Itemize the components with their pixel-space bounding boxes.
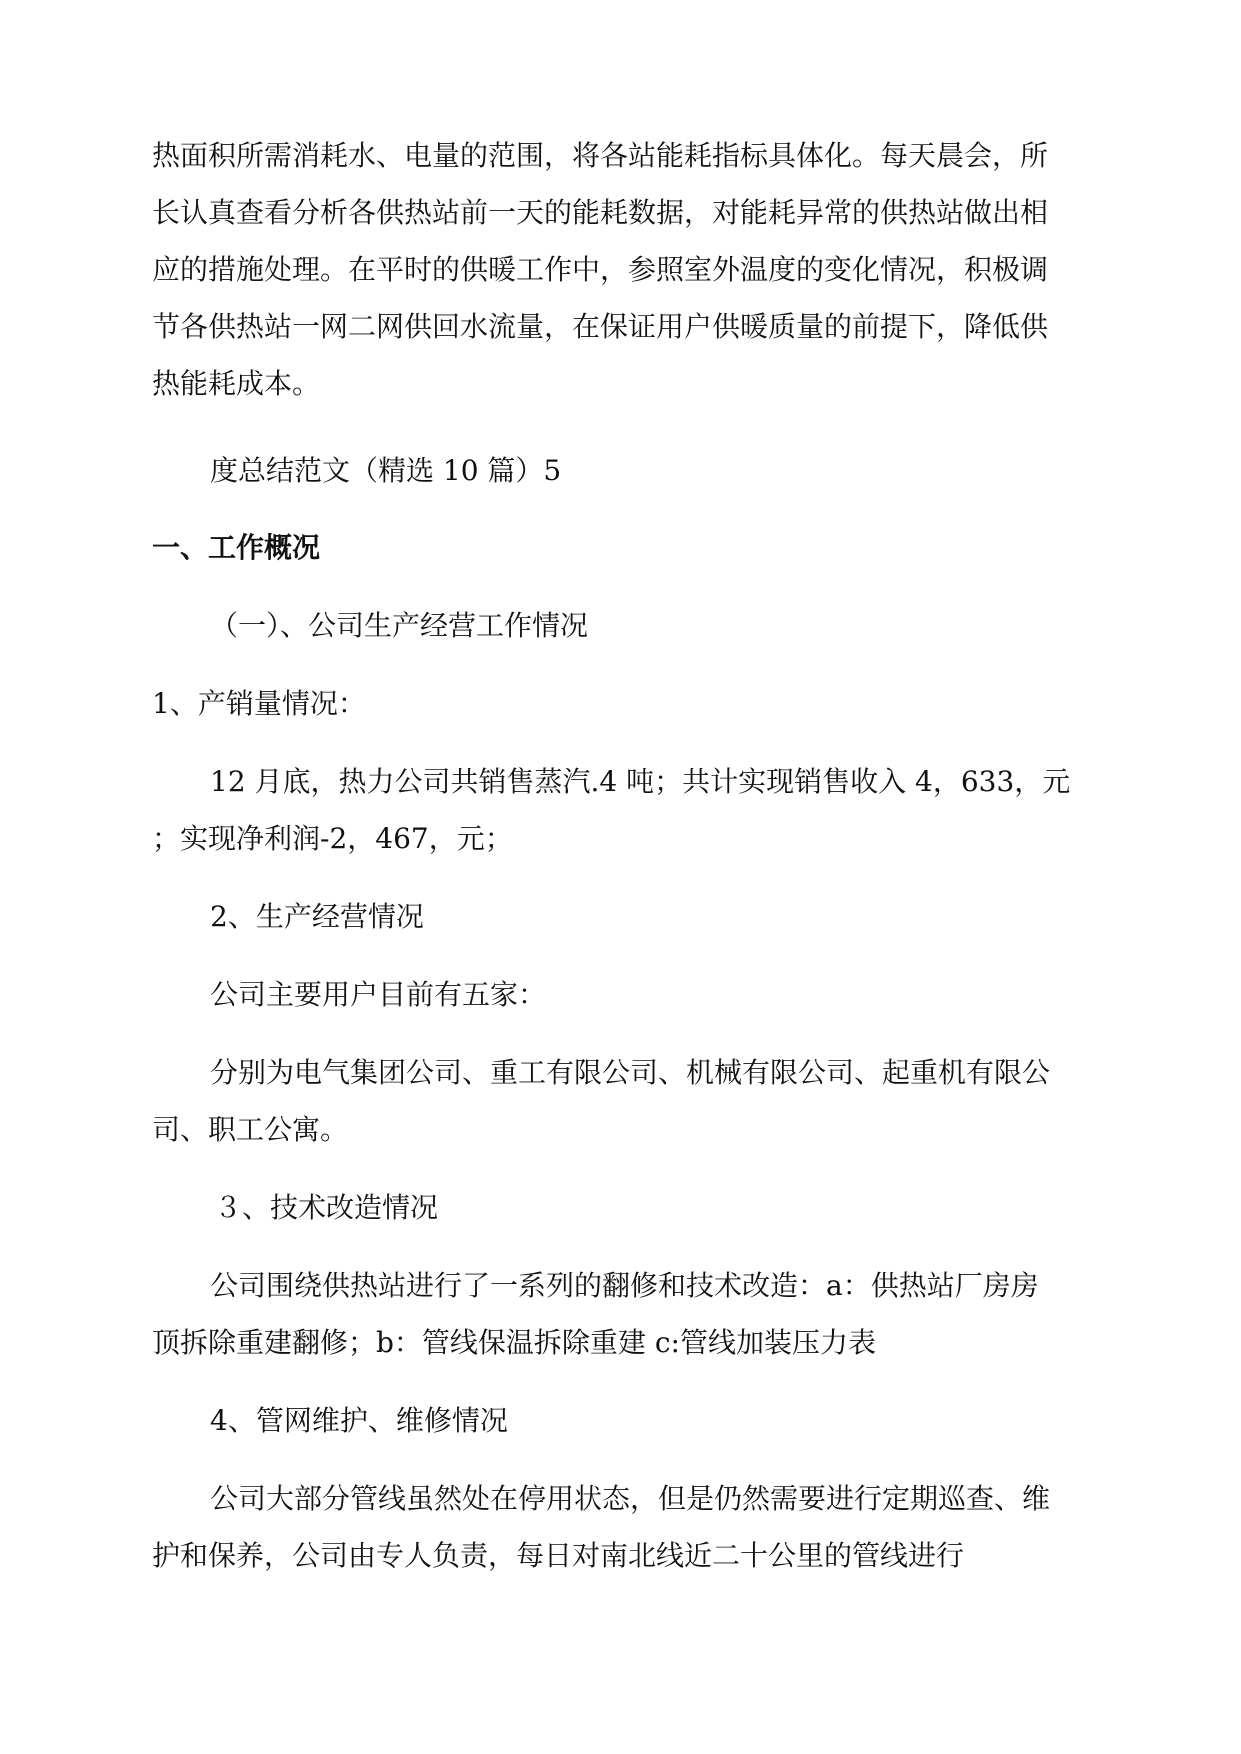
paragraph-line: 公司围绕供热站进行了一系列的翻修和技术改造：a：供热站厂房房: [210, 1269, 1039, 1302]
paragraph-line: 应的措施处理。在平时的供暖工作中，参照室外温度的变化情况，积极调: [152, 253, 1049, 286]
paragraph-line: ；实现净利润-2，467，元；: [152, 822, 513, 855]
paragraph-line: 热能耗成本。: [152, 367, 321, 400]
item-heading: 1、产销量情况：: [152, 687, 366, 720]
section-heading: 一、工作概况: [152, 531, 321, 564]
item-heading: 2、生产经营情况: [210, 900, 424, 933]
item-heading: 4、管网维护、维修情况: [210, 1404, 508, 1437]
paragraph-line: 顶拆除重建翻修；b：管线保温拆除重建 c:管线加装压力表: [152, 1326, 876, 1359]
subsection-heading: （一）、公司生产经营工作情况: [210, 609, 589, 642]
paragraph-line: 12 月底，热力公司共销售蒸汽.4 吨；共计实现销售收入 4，633，元: [210, 765, 1071, 798]
paragraph-line: 公司大部分管线虽然处在停用状态，但是仍然需要进行定期巡查、维: [210, 1482, 1051, 1515]
article-title: 度总结范文（精选 10 篇）5: [210, 454, 562, 487]
paragraph-line: 热面积所需消耗水、电量的范围，将各站能耗指标具体化。每天晨会，所: [152, 139, 1049, 172]
paragraph-line: 节各供热站一网二网供回水流量，在保证用户供暖质量的前提下，降低供: [152, 310, 1049, 343]
item-heading: ３、技术改造情况: [214, 1191, 439, 1224]
paragraph-line: 分别为电气集团公司、重工有限公司、机械有限公司、起重机有限公: [210, 1056, 1051, 1089]
paragraph-line: 长认真查看分析各供热站前一天的能耗数据，对能耗异常的供热站做出相: [152, 196, 1049, 229]
paragraph-line: 护和保养，公司由专人负责，每日对南北线近二十公里的管线进行: [152, 1539, 965, 1572]
paragraph-line: 公司主要用户目前有五家：: [210, 978, 547, 1011]
paragraph-line: 司、职工公寓。: [152, 1113, 349, 1146]
